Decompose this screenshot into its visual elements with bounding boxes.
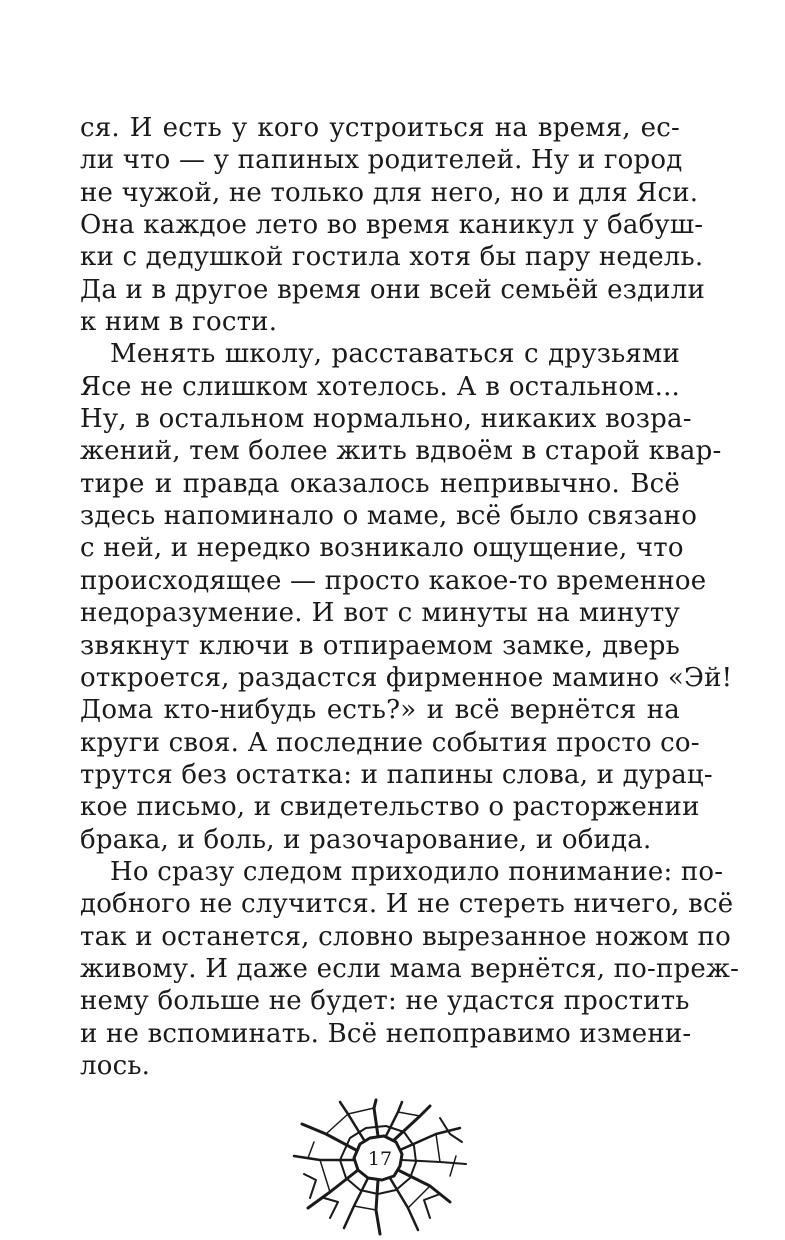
text-line: лось. bbox=[80, 1050, 151, 1081]
text-line: Дома кто-нибудь есть?» и всё вернётся на bbox=[80, 695, 680, 726]
text-line: ли что — у папиных родителей. Ну и город bbox=[80, 145, 683, 176]
text-line: жений, тем более жить вдвоём в старой квар- bbox=[80, 436, 722, 467]
text-line: брака, и боль, и разочарование, и обида. bbox=[80, 824, 652, 855]
text-line: откроется, раздастся фирменное мамино «Эй! bbox=[80, 662, 733, 693]
text-line: с ней, и нередко возникало ощущение, что bbox=[80, 533, 684, 564]
text-line: тире и правда оказалось непривычно. Всё bbox=[80, 468, 680, 499]
text-line: происходящее — просто какое-то временное bbox=[80, 565, 707, 596]
text-line: трутся без остатка: и папины слова, и дурац- bbox=[80, 759, 713, 790]
paragraph-1 bbox=[80, 112, 706, 338]
text-line: и не вспоминать. Всё непоправимо измени- bbox=[80, 1018, 692, 1049]
text-line: к ним в гости. bbox=[80, 307, 278, 338]
text-line: Она каждое лето во время каникул у бабуш- bbox=[80, 210, 704, 241]
text-line: Но сразу следом приходило понимание: по- bbox=[110, 856, 724, 887]
text-line: так и останется, словно вырезанное ножом по bbox=[80, 921, 731, 952]
page-number-label: 17 bbox=[365, 1148, 395, 1170]
text-line: недоразумение. И вот с минуты на минуту bbox=[80, 598, 680, 629]
text-line: не чужой, не только для него, но и для Яси. bbox=[80, 177, 699, 208]
text-line: Ну, в остальном нормально, никаких возра- bbox=[80, 404, 692, 435]
text-line: живому. И даже если мама вернётся, по-преж- bbox=[80, 953, 740, 984]
page-number bbox=[0, 1148, 760, 1170]
text-line: нему больше не будет: не удастся простить bbox=[80, 986, 690, 1017]
text-line: здесь напоминало о маме, всё было связано bbox=[80, 501, 698, 532]
text-line: добного не случится. И не стереть ничего, всё bbox=[80, 889, 734, 920]
text-line: ся. И есть у кого устроиться на время, ес- bbox=[80, 113, 680, 143]
text-line: Да и в другое время они всей семьёй ездили bbox=[80, 274, 706, 305]
text-line: круги своя. А последние события просто со- bbox=[80, 727, 700, 758]
text-line: звякнут ключи в отпираемом замке, дверь bbox=[80, 630, 680, 661]
text-line: ки с дедушкой гостила хотя бы пару недель. bbox=[80, 242, 704, 273]
paragraph-3 bbox=[80, 856, 740, 1082]
paragraph-2 bbox=[80, 338, 733, 856]
text-line: Менять школу, расставаться с друзьями bbox=[110, 339, 680, 370]
body-text bbox=[80, 112, 740, 1082]
text-line: Ясе не слишком хотелось. А в остальном... bbox=[80, 371, 680, 402]
text-line: кое письмо, и свидетельство о расторжении bbox=[80, 792, 700, 823]
